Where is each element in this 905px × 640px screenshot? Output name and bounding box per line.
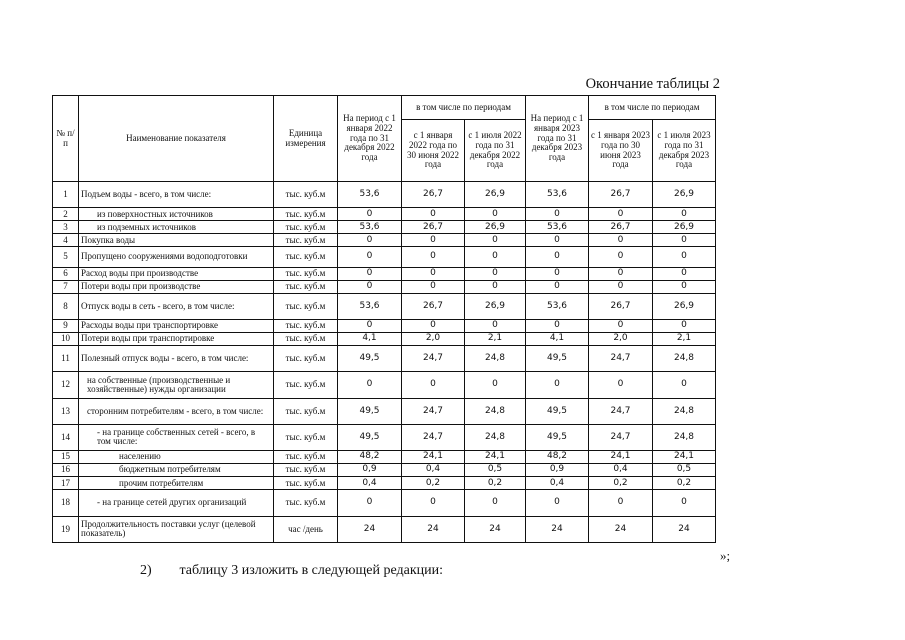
row-number: 12 [53,372,79,398]
value-cell: 26,7 [402,221,465,234]
table-body [53,182,716,543]
value-cell: 26,7 [402,182,465,208]
unit-cell: тыс. куб.м [274,247,338,267]
unit-cell: тыс. куб.м [274,234,338,247]
header-2022-h1: с 1 января 2022 года по 30 июня 2022 года [402,120,465,182]
value-cell: 4,1 [526,333,589,346]
value-cell: 0 [653,267,716,280]
value-cell: 53,6 [526,221,589,234]
header-subperiods-2022: в том числе по периодам [402,96,526,120]
value-cell: 0,2 [465,477,526,490]
unit-cell: тыс. куб.м [274,372,338,398]
indicator-name: Потери воды при транспортировке [79,333,274,346]
table-row [53,333,716,346]
value-cell: 24,7 [589,398,653,424]
value-cell: 48,2 [338,451,402,464]
value-cell: 0 [589,234,653,247]
value-cell: 4,1 [338,333,402,346]
value-cell: 0 [338,267,402,280]
unit-cell: тыс. куб.м [274,333,338,346]
value-cell: 26,9 [653,182,716,208]
paragraph-number: 2) [140,563,152,578]
value-cell: 24 [589,516,653,542]
closing-quote: »; [720,548,731,563]
table-row [53,234,716,247]
value-cell: 0 [653,320,716,333]
header-unit: Единица измерения [274,96,338,182]
value-cell: 0,5 [653,464,716,477]
value-cell: 0 [653,372,716,398]
value-cell: 24 [526,516,589,542]
value-cell: 0,9 [338,464,402,477]
value-cell: 49,5 [526,398,589,424]
value-cell: 0 [465,208,526,221]
value-cell: 26,9 [465,293,526,319]
header-2023-h1: с 1 января 2023 года по 30 июня 2023 года [589,120,653,182]
value-cell: 0 [465,320,526,333]
value-cell: 26,7 [589,182,653,208]
value-cell: 0 [465,267,526,280]
value-cell: 24,8 [653,424,716,450]
unit-cell: тыс. куб.м [274,293,338,319]
value-cell: 0 [338,280,402,293]
value-cell: 24,8 [465,346,526,372]
row-number: 11 [53,346,79,372]
unit-cell: тыс. куб.м [274,477,338,490]
value-cell: 0 [338,247,402,267]
value-cell: 0,2 [589,477,653,490]
unit-cell: тыс. куб.м [274,182,338,208]
value-cell: 0 [338,208,402,221]
value-cell: 24,8 [653,346,716,372]
row-number: 2 [53,208,79,221]
value-cell: 2,1 [653,333,716,346]
value-cell: 24 [338,516,402,542]
value-cell: 26,9 [653,293,716,319]
value-cell: 0 [526,280,589,293]
header-num: № п/п [53,96,79,182]
indicator-name: прочим потребителям [79,477,274,490]
unit-cell: тыс. куб.м [274,221,338,234]
table-row [53,247,716,267]
value-cell: 26,7 [589,221,653,234]
value-cell: 53,6 [526,293,589,319]
value-cell: 0 [402,247,465,267]
value-cell: 53,6 [526,182,589,208]
value-cell: 0 [653,490,716,516]
unit-cell: час /день [274,516,338,542]
row-number: 13 [53,398,79,424]
value-cell: 0 [465,234,526,247]
header-name: Наименование показателя [79,96,274,182]
value-cell: 0 [589,280,653,293]
indicator-name: Расход воды при производстве [79,267,274,280]
value-cell: 0 [589,320,653,333]
water-balance-table [52,95,716,543]
value-cell: 0,4 [526,477,589,490]
value-cell: 26,7 [402,293,465,319]
value-cell: 48,2 [526,451,589,464]
value-cell: 26,9 [465,182,526,208]
row-number: 3 [53,221,79,234]
value-cell: 0 [402,280,465,293]
table-row [53,267,716,280]
value-cell: 24 [402,516,465,542]
table-row [53,398,716,424]
value-cell: 0 [465,247,526,267]
row-number: 7 [53,280,79,293]
unit-cell: тыс. куб.м [274,451,338,464]
row-number: 9 [53,320,79,333]
row-number: 1 [53,182,79,208]
indicator-name: Продолжительность поставки услуг (целевой показатель) [79,516,274,542]
value-cell: 53,6 [338,221,402,234]
paragraph-text: таблицу 3 изложить в следующей редакции: [179,563,444,578]
value-cell: 24,1 [402,451,465,464]
indicator-name: из подземных источников [79,221,274,234]
table-row [53,490,716,516]
value-cell: 0 [653,280,716,293]
indicator-name: - на границе собственных сетей - всего, в том числе: [79,424,274,450]
row-number: 17 [53,477,79,490]
value-cell: 0 [402,234,465,247]
value-cell: 0,4 [589,464,653,477]
table-row [53,293,716,319]
value-cell: 24,8 [653,398,716,424]
row-number: 18 [53,490,79,516]
table-row [53,346,716,372]
unit-cell: тыс. куб.м [274,398,338,424]
value-cell: 0 [653,208,716,221]
table-row [53,372,716,398]
value-cell: 0,9 [526,464,589,477]
row-number: 8 [53,293,79,319]
value-cell: 24,8 [465,424,526,450]
unit-cell: тыс. куб.м [274,280,338,293]
value-cell: 0,2 [402,477,465,490]
row-number: 6 [53,267,79,280]
value-cell: 24,7 [402,398,465,424]
value-cell: 0 [465,280,526,293]
value-cell: 0 [526,208,589,221]
value-cell: 24,7 [402,346,465,372]
header-period-2023: На период с 1 января 2023 года по 31 декабря 2023 года [526,96,589,182]
value-cell: 0 [402,208,465,221]
value-cell: 49,5 [338,346,402,372]
value-cell: 53,6 [338,182,402,208]
value-cell: 0 [589,372,653,398]
value-cell: 26,9 [653,221,716,234]
value-cell: 2,1 [465,333,526,346]
indicator-name: сторонним потребителям - всего, в том числе: [79,398,274,424]
value-cell: 0 [338,372,402,398]
value-cell: 24,7 [589,346,653,372]
value-cell: 0,5 [465,464,526,477]
value-cell: 0 [653,234,716,247]
indicator-name: на собственные (производственные и хозяйственные) нужды организации [79,372,274,398]
value-cell: 0 [526,490,589,516]
unit-cell: тыс. куб.м [274,490,338,516]
value-cell: 24,8 [465,398,526,424]
row-number: 10 [53,333,79,346]
value-cell: 24,7 [589,424,653,450]
header-subperiods-2023: в том числе по периодам [589,96,716,120]
value-cell: 0 [589,490,653,516]
value-cell: 49,5 [338,424,402,450]
indicator-name: Пропущено сооружениями водоподготовки [79,247,274,267]
unit-cell: тыс. куб.м [274,267,338,280]
table-row [53,424,716,450]
indicator-name: Расходы воды при транспортировке [79,320,274,333]
value-cell: 0 [589,208,653,221]
value-cell: 0,4 [338,477,402,490]
value-cell: 0,2 [653,477,716,490]
value-cell: 24,7 [402,424,465,450]
table-row [53,451,716,464]
amendment-paragraph [140,563,443,579]
value-cell: 0 [402,267,465,280]
unit-cell: тыс. куб.м [274,346,338,372]
value-cell: 2,0 [589,333,653,346]
value-cell: 0 [526,320,589,333]
value-cell: 24 [465,516,526,542]
value-cell: 49,5 [526,346,589,372]
table-row [53,477,716,490]
indicator-name: Потери воды при производстве [79,280,274,293]
indicator-name: Полезный отпуск воды - всего, в том числе: [79,346,274,372]
table-row [53,280,716,293]
value-cell: 24,1 [589,451,653,464]
row-number: 4 [53,234,79,247]
value-cell: 24,1 [465,451,526,464]
indicator-name: бюджетным потребителям [79,464,274,477]
value-cell: 24 [653,516,716,542]
value-cell: 24,1 [653,451,716,464]
value-cell: 0 [465,490,526,516]
table-row [53,221,716,234]
value-cell: 0 [526,267,589,280]
value-cell: 0 [526,247,589,267]
value-cell: 26,9 [465,221,526,234]
value-cell: 49,5 [338,398,402,424]
value-cell: 0 [338,490,402,516]
indicator-name: населению [79,451,274,464]
value-cell: 0 [402,490,465,516]
value-cell: 0 [653,247,716,267]
indicator-name: Отпуск воды в сеть - всего, в том числе: [79,293,274,319]
row-number: 5 [53,247,79,267]
value-cell: 0 [465,372,526,398]
value-cell: 0 [589,267,653,280]
indicator-name: - на границе сетей других организаций [79,490,274,516]
unit-cell: тыс. куб.м [274,208,338,221]
value-cell: 0 [526,234,589,247]
value-cell: 0 [589,247,653,267]
header-2023-h2: с 1 июля 2023 года по 31 декабря 2023 года [653,120,716,182]
value-cell: 53,6 [338,293,402,319]
indicator-name: Подъем воды - всего, в том числе: [79,182,274,208]
indicator-name: из поверхностных источников [79,208,274,221]
value-cell: 0 [338,320,402,333]
value-cell: 0 [526,372,589,398]
table-row [53,208,716,221]
table-caption: Окончание таблицы 2 [585,76,720,92]
value-cell: 0 [402,320,465,333]
unit-cell: тыс. куб.м [274,320,338,333]
header-2022-h2: с 1 июля 2022 года по 31 декабря 2022 года [465,120,526,182]
row-number: 16 [53,464,79,477]
row-number: 19 [53,516,79,542]
unit-cell: тыс. куб.м [274,424,338,450]
table-row [53,320,716,333]
value-cell: 26,7 [589,293,653,319]
row-number: 15 [53,451,79,464]
table-row [53,182,716,208]
value-cell: 2,0 [402,333,465,346]
row-number: 14 [53,424,79,450]
header-period-2022: На период с 1 января 2022 года по 31 декабря 2022 года [338,96,402,182]
table-row [53,516,716,542]
indicator-name: Покупка воды [79,234,274,247]
value-cell: 49,5 [526,424,589,450]
table-row [53,464,716,477]
unit-cell: тыс. куб.м [274,464,338,477]
value-cell: 0,4 [402,464,465,477]
value-cell: 0 [338,234,402,247]
value-cell: 0 [402,372,465,398]
